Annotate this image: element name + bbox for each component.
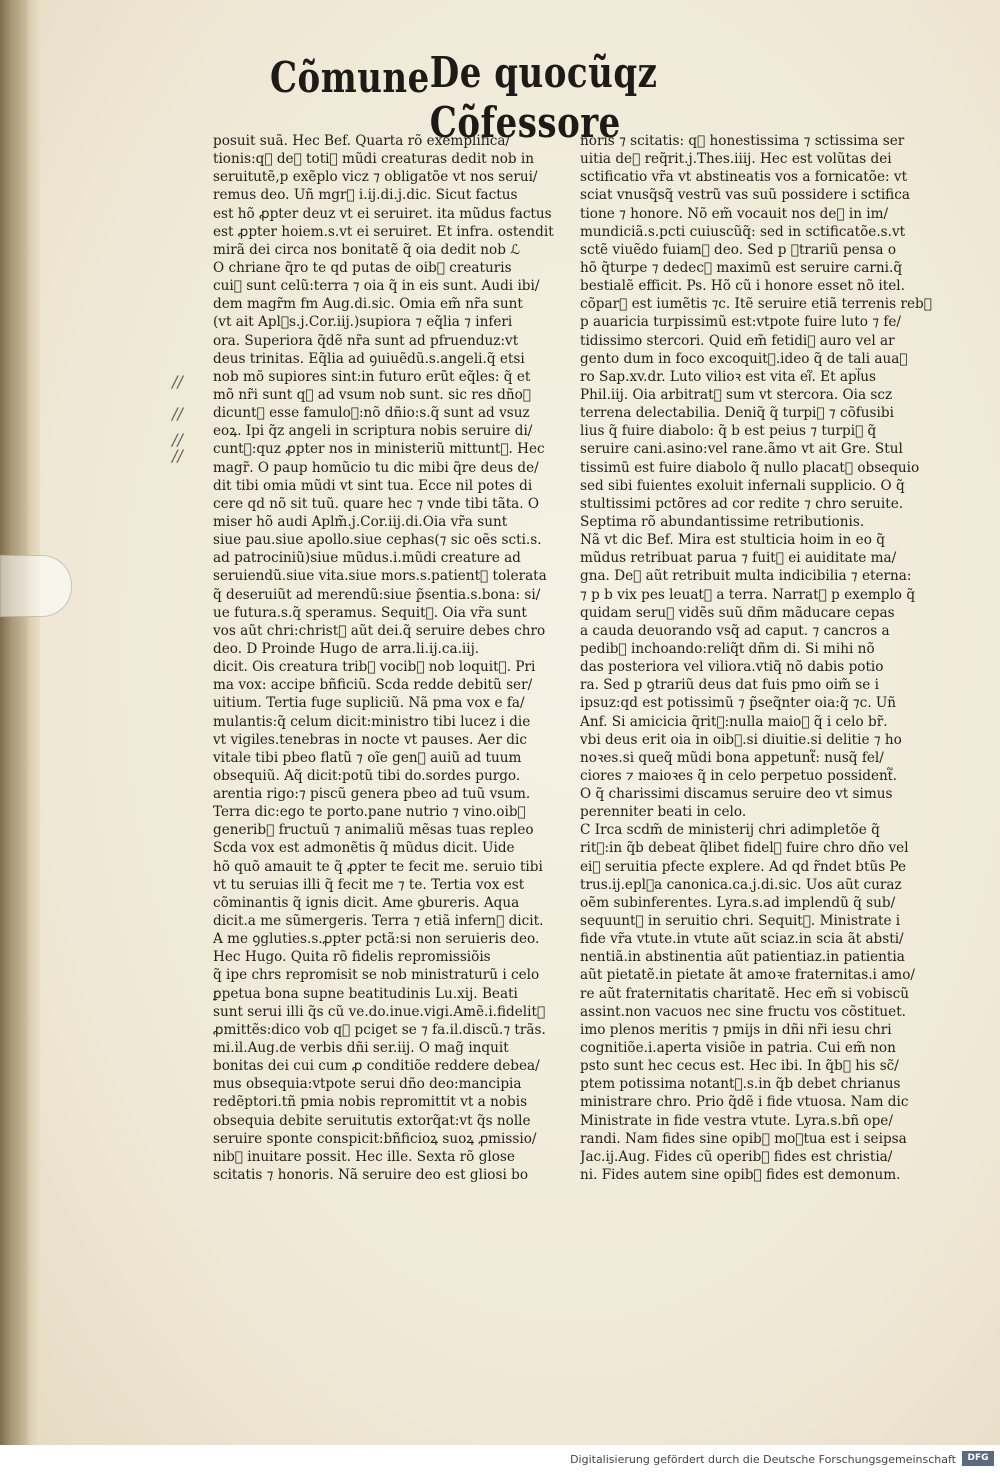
text-line: arentia rigo:⁊ piscũ genera pbeo ad tuũ vsum. bbox=[213, 786, 531, 803]
text-line: gna. De᷑ aũt retribuit multa indicibilia ⁊ eterna: bbox=[580, 568, 912, 585]
text-line: cõminantis q̃ ignis dicit. Ame ꝯbureris. Aqua bbox=[213, 894, 520, 911]
text-line: noꝛes.si queq̃ mũdi bona appetunt᷑: nusq̃ fel/ bbox=[580, 749, 884, 766]
text-line: ipsuz:qd est potissimũ ⁊ p̃seq̃nter oia:q̃ ⁊c. Uñ bbox=[580, 695, 897, 712]
text-line: mõ nr̃i sunt q᷑ ad vsum nob sunt. sic res dñoꝝ bbox=[213, 386, 531, 403]
text-line: perenniter beati in celo. bbox=[580, 804, 747, 821]
text-line: quidam seru᷑ vidẽs suũ dñm mãducare cepas bbox=[580, 604, 895, 621]
text-line: obsequiũ. Aq̃ dicit:potũ tibi do.sordes purgo. bbox=[213, 767, 521, 784]
text-line: ad patrociniũ)siue mũdus.i.mũdi creature ad bbox=[213, 550, 521, 567]
text-line: cõpar᷑ est iumẽtis ⁊c. Itẽ seruire etiã terrenis reb᷑ bbox=[580, 296, 932, 313]
text-line: scitatis ⁊ honoris. Nã seruire deo est gliosi bo bbox=[213, 1167, 529, 1184]
text-line: est ꝓpter hoiem.s.vt ei seruiret. Et infra. ostendit bbox=[213, 223, 554, 240]
text-line: dicit. Ois creatura trib᷑ vocib᷑ nob loquit᷑. Pri bbox=[213, 659, 536, 676]
text-line: sctẽ viuẽdo fuiam᷑ deo. Sed p ꝯtrariũ pensa o bbox=[580, 241, 897, 258]
text-line: tionis:q᷑ de᷑ toti᷑ mũdi creaturas dedit nob in bbox=[213, 151, 535, 168]
text-line: rit᷑:in q̃b debeat q̃libet fidel᷑ fuire chro dño vel bbox=[580, 840, 909, 857]
text-column-right bbox=[580, 132, 932, 1184]
text-line: assint.non vacuos nec sine fructu vos cõstituet. bbox=[580, 1003, 906, 1020]
text-line: obsequia debite seruitutis extorq̃at:vt q̃s nolle bbox=[213, 1112, 531, 1129]
text-line: sciat vnusq̃sq̃ vestrũ vas suũ possidere i sctifica bbox=[580, 187, 910, 204]
header-right: De quocũqz Cõfessore bbox=[429, 48, 658, 148]
text-line: seruiendũ.siue vita.siue mors.s.patient᷑ tolerata bbox=[213, 568, 547, 585]
text-line: ma vox: accipe bñficiũ. Scda redde debitũ ser/ bbox=[213, 677, 533, 694]
text-line: vt tu seruias illi q̃ fecit me ⁊ te. Tertia vox est bbox=[213, 876, 525, 893]
text-line: miser hõ audi Aplm̃.j.Cor.iij.di.Oia vr̃a sunt bbox=[213, 513, 508, 530]
funding-credit: Digitalisierung gefördert durch die Deutsche Forschungsgemeinschaft bbox=[570, 1453, 956, 1466]
text-line: remus deo. Uñ mgr᷑ i.ij.di.j.dic. Sicut factus bbox=[213, 187, 518, 204]
text-line: trus.ij.epl᷑a canonica.ca.j.di.sic. Uos aũt curaz bbox=[580, 876, 902, 893]
text-line: sunt serui illi q̃s cũ ve.do.inue.vigi.Amẽ.i.fidelit᷑ bbox=[213, 1003, 546, 1020]
text-line: Phil.iij. Oia arbitrat᷑ sum vt stercora. Oia scz bbox=[580, 386, 893, 403]
text-line: nob mõ supiores sint:in futuro erũt eq̃les: q̃ et bbox=[213, 368, 531, 385]
text-line: tissimũ est fuire diabolo q̃ nullo placat᷑ obsequio bbox=[580, 459, 920, 476]
text-line: Septima rõ abundantissime retributionis. bbox=[580, 513, 865, 530]
text-line: A me ꝯgluties.s.ꝓpter pctã:si non seruieris deo. bbox=[213, 931, 540, 948]
text-line: seruire cani.asino:vel rane.ãmo vt ait Gre. Stul bbox=[580, 441, 903, 458]
text-line: posuit suã. Hec Bef. Quarta rõ exemplifica/ bbox=[213, 133, 511, 149]
text-line: cognitiõe.i.aperta visiõe in patria. Cui em̃ non bbox=[580, 1040, 896, 1057]
dfg-logo: DFG bbox=[962, 1451, 994, 1466]
text-line: lius q̃ fuire diabolo: q̃ b est peius ⁊ turpi᷑ q̃ bbox=[580, 423, 877, 440]
margin-annotation: // bbox=[172, 372, 183, 391]
text-line: dicit.a me sũmergeris. Terra ⁊ etiã infern᷑ dicit. bbox=[213, 913, 544, 930]
text-line: O chriane q̃ro te qd putas de oib᷑ creaturis bbox=[213, 259, 512, 276]
text-line: eoꝝ. Ipi q̃z angeli in scriptura nobis seruire di/ bbox=[213, 423, 533, 440]
text-line: noris ⁊ scitatis: q᷑ honestissima ⁊ sctissima ser bbox=[580, 133, 905, 149]
text-line: ra. Sed p ꝯtrariũ deus dat fuis pmo oim̃ se i bbox=[580, 677, 879, 694]
margin-annotation: // bbox=[172, 446, 183, 465]
text-line: hõ quõ amauit te q̃ ꝓpter te fecit me. seruio tibi bbox=[213, 858, 543, 875]
text-line: sctificatio vr̃a vt abstineatis vos a fornicatõe: vt bbox=[580, 169, 908, 186]
text-line: Scda vox est admonẽtis q̃ mũdus dicit. Uide bbox=[213, 840, 515, 857]
text-line: dit tibi omia mũdi vt sint tua. Ecce nil potes di bbox=[213, 477, 533, 494]
text-line: bonitas dei cui cum ꝓ conditiõe reddere debea/ bbox=[213, 1058, 540, 1075]
text-line: Hec Hugo. Quita rõ fidelis repromissiõis bbox=[213, 949, 491, 966]
text-line: stultissimi pctõres ad cor redite ⁊ chro seruite. bbox=[580, 495, 904, 512]
text-line: seruitutẽ,p exẽplo vicz ⁊ obligatõe vt nos serui/ bbox=[213, 169, 538, 186]
text-line: q̃ deseruiũt ad merendũ:siue p̃sentia.s.bona: si/ bbox=[213, 586, 541, 603]
text-line: sed sibi fuientes exoluit infernali supplicio. O q̃ bbox=[580, 477, 905, 494]
footer-bar bbox=[0, 1445, 1000, 1473]
text-line: ꝓmittẽs:dico vob q᷑ pciget se ⁊ fa.il.discũ.⁊ trãs. bbox=[213, 1021, 546, 1038]
text-line: p auaricia turpissimũ est:vtpote fuire luto ⁊ fe/ bbox=[580, 314, 901, 331]
text-line: est hõ ꝓpter deuz vt ei seruiret. ita mũdus factus bbox=[213, 205, 552, 222]
text-line: terrena delectabilia. Deniq̃ q̃ turpi᷑ ⁊ cõfusibi bbox=[580, 405, 894, 422]
text-line: Ministrate in fide vestra vtute. Lyra.s.bñ ope/ bbox=[580, 1112, 893, 1129]
text-line: aũt pietatẽ.in pietate ãt amoꝛe fraternitas.i amo/ bbox=[580, 967, 915, 984]
text-line: ei᷑ seruitia pfecte explere. Ad qd r̃ndet btũs Pe bbox=[580, 858, 907, 875]
text-line: seruire sponte conspicit:bñficioꝝ suoꝝ ꝓmissio/ bbox=[213, 1130, 537, 1147]
text-line: Jac.ij.Aug. Fides cũ operib᷑ fides est christia/ bbox=[580, 1148, 893, 1165]
text-line: bestialẽ efficit. Ps. Hõ cũ i honore esset nõ itel. bbox=[580, 278, 905, 295]
text-line: ro Sap.xv.dr. Luto vilioꝛ est vita ei᷑. Et apl᷑us bbox=[580, 368, 876, 385]
text-line: ptem potissima notant᷑.s.in q̃b debet chrianus bbox=[580, 1076, 901, 1093]
text-line: das posteriora vel viliora.vtiq̃ nõ dabis potio bbox=[580, 659, 884, 676]
text-line: ue futura.s.q̃ speramus. Sequit᷑. Oia vr̃a sunt bbox=[213, 604, 527, 621]
text-line: hõ q̃turpe ⁊ dedec᷑ maximũ est seruire carni.q̃ bbox=[580, 259, 903, 276]
text-line: cere qd nõ sit tuũ. quare hec ⁊ vnde tibi tãta. O bbox=[213, 495, 540, 512]
margin-annotation: // bbox=[172, 404, 183, 423]
text-line: q̃ ipe chrs repromisit se nob ministraturũ i celo bbox=[213, 967, 540, 984]
text-line: sequunt᷑ in seruitio chri. Sequit᷑. Ministrate i bbox=[580, 913, 901, 930]
text-line: tidissimo stercori. Quid em̃ fetidi᷑ auro vel ar bbox=[580, 332, 895, 349]
text-line: deo. D Proinde Hugo de arra.li.ij.ca.iij. bbox=[213, 640, 480, 657]
text-line: magr̃. O paup homũcio tu dic mibi q̃re deus de/ bbox=[213, 459, 539, 476]
text-line: C Irca scdm̃ de ministerij chri adimpletõe q̃ bbox=[580, 822, 880, 839]
book-page-stack-edge bbox=[0, 0, 28, 1445]
text-line: ora. Superiora q̃dẽ nr̃a sunt ad pfruenduz:vt bbox=[213, 332, 519, 349]
text-line: vt vigiles.tenebras in nocte vt pauses. Aer dic bbox=[213, 731, 527, 748]
text-line: mulantis:q̃ celum dicit:ministro tibi lucez i die bbox=[213, 713, 531, 730]
text-line: tione ⁊ honore. Nõ em̃ vocauit nos de᷑ in im/ bbox=[580, 205, 889, 222]
text-line: fide vr̃a vtute.in vtute aũt sciaz.in scia ãt absti/ bbox=[580, 931, 904, 948]
margin-annotation: // bbox=[172, 430, 183, 449]
text-column-left bbox=[213, 132, 565, 1184]
text-line: vos aũt chri:christ᷑ aũt dei.q̃ seruire debes chro bbox=[213, 622, 546, 639]
text-line: Nã vt dic Bef. Mira est stulticia hoim in eo q̃ bbox=[580, 532, 885, 549]
text-line: siue pau.siue apollo.siue cephas(⁊ sic oẽs scti.s. bbox=[213, 532, 542, 549]
text-line: cui᷑ sunt celũ:terra ⁊ oia q̃ in eis sunt. Audi ibi/ bbox=[213, 278, 540, 295]
text-line: mi.il.Aug.de verbis dñi ser.iij. O mag̃ inquit bbox=[213, 1040, 509, 1057]
text-line: mũdus retribuat parua ⁊ fuit᷑ ei auiditate ma/ bbox=[580, 550, 897, 567]
text-line: dem magr̃m fm Aug.di.sic. Omia em̃ nr̃a sunt bbox=[213, 296, 523, 313]
page-clip-holder bbox=[0, 555, 72, 617]
text-line: ꝑpetua bona supne beatitudinis Lu.xij. Beati bbox=[213, 985, 518, 1002]
text-line: psto sunt hec cecus est. Hec ibi. In q̃b᷑ his sc̃/ bbox=[580, 1058, 899, 1075]
text-line: dicunt᷑ esse famuloꝝ:nõ dñio:s.q̃ sunt ad vsuz bbox=[213, 405, 530, 422]
text-line: imo plenos meritis ⁊ pmijs in dñi nr̃i iesu chri bbox=[580, 1021, 892, 1038]
text-line: ⁊ p b vix pes leuat᷑ a terra. Narrat᷑ p exemplo q̃ bbox=[580, 586, 916, 603]
text-line: mus obsequia:vtpote serui dño deo:mancipia bbox=[213, 1076, 522, 1093]
text-line: oẽm subinferentes. Lyra.s.ad implendũ q̃ sub/ bbox=[580, 894, 896, 911]
header-left: Cõmune bbox=[270, 53, 430, 103]
text-line: (vt ait Apl᷑s.j.Cor.iij.)supiora ⁊ eq̃lia ⁊ inferi bbox=[213, 314, 513, 331]
text-line: mirã dei circa nos bonitatẽ q̃ oia dedit nob ℒ bbox=[213, 241, 521, 258]
text-line: pedib᷑ inchoando:reliq̃t dñm di. Si mihi nõ bbox=[580, 640, 875, 657]
text-line: redẽptori.tñ pmia nobis repromittit vt a nobis bbox=[213, 1094, 528, 1111]
text-line: nentiã.in abstinentia aũt patientiaz.in patientia bbox=[580, 949, 905, 966]
text-line: uitia de᷑ req̃rit.j.Thes.iiij. Hec est volũtas dei bbox=[580, 151, 892, 168]
text-line: re aũt fraternitatis charitatẽ. Hec em̃ si vobiscũ bbox=[580, 985, 909, 1002]
text-line: generib᷑ fructuũ ⁊ animaliũ mẽsas tuas repleo bbox=[213, 822, 534, 839]
text-line: vitale tibi pbeo flatũ ⁊ oĩe gen᷑ auiũ ad tuum bbox=[213, 749, 522, 766]
text-line: Terra dic:ego te porto.pane nutrio ⁊ vino.oib᷑ bbox=[213, 804, 526, 821]
text-line: nib᷑ inuitare possit. Hec ille. Sexta rõ glose bbox=[213, 1148, 515, 1165]
text-line: uitium. Tertia fuge supliciũ. Nã pma vox e fa/ bbox=[213, 695, 525, 712]
text-line: Anf. Si amicicia q̃rit᷑:nulla maioꝛ q̃ i celo br̃. bbox=[580, 713, 888, 730]
text-line: randi. Nam fides sine opib᷑ moꝛtua est i seipsa bbox=[580, 1130, 907, 1147]
text-line: a cauda deuorando vsq̃ ad caput. ⁊ cancros a bbox=[580, 622, 890, 639]
text-line: deus trinitas. Eq̃lia ad ꝯuiuẽdũ.s.angeli.q̃ etsi bbox=[213, 350, 525, 367]
text-line: gento dum in foco excoquit᷑.ideo q̃ de tali auaꝛ bbox=[580, 350, 908, 367]
text-line: ciores ⁊ maioꝛes q̃ in celo perpetuo possident᷑. bbox=[580, 767, 897, 784]
text-line: ni. Fides autem sine opib᷑ fides est demonum. bbox=[580, 1167, 901, 1184]
text-line: mundiciã.s.pcti cuiuscũq̃: sed in sctificatõe.s.vt bbox=[580, 223, 906, 240]
text-line: O q̃ charissimi discamus seruire deo vt simus bbox=[580, 786, 893, 803]
text-line: vbi deus erit oia in oib᷑.si diuitie.si delitie ⁊ ho bbox=[580, 731, 902, 748]
text-line: ministrare chro. Prio q̃dẽ i fide vtuosa. Nam dic bbox=[580, 1094, 909, 1111]
text-line: cunt᷑:quz ꝓpter nos in ministeriũ mittunt᷑. Hec bbox=[213, 441, 545, 458]
